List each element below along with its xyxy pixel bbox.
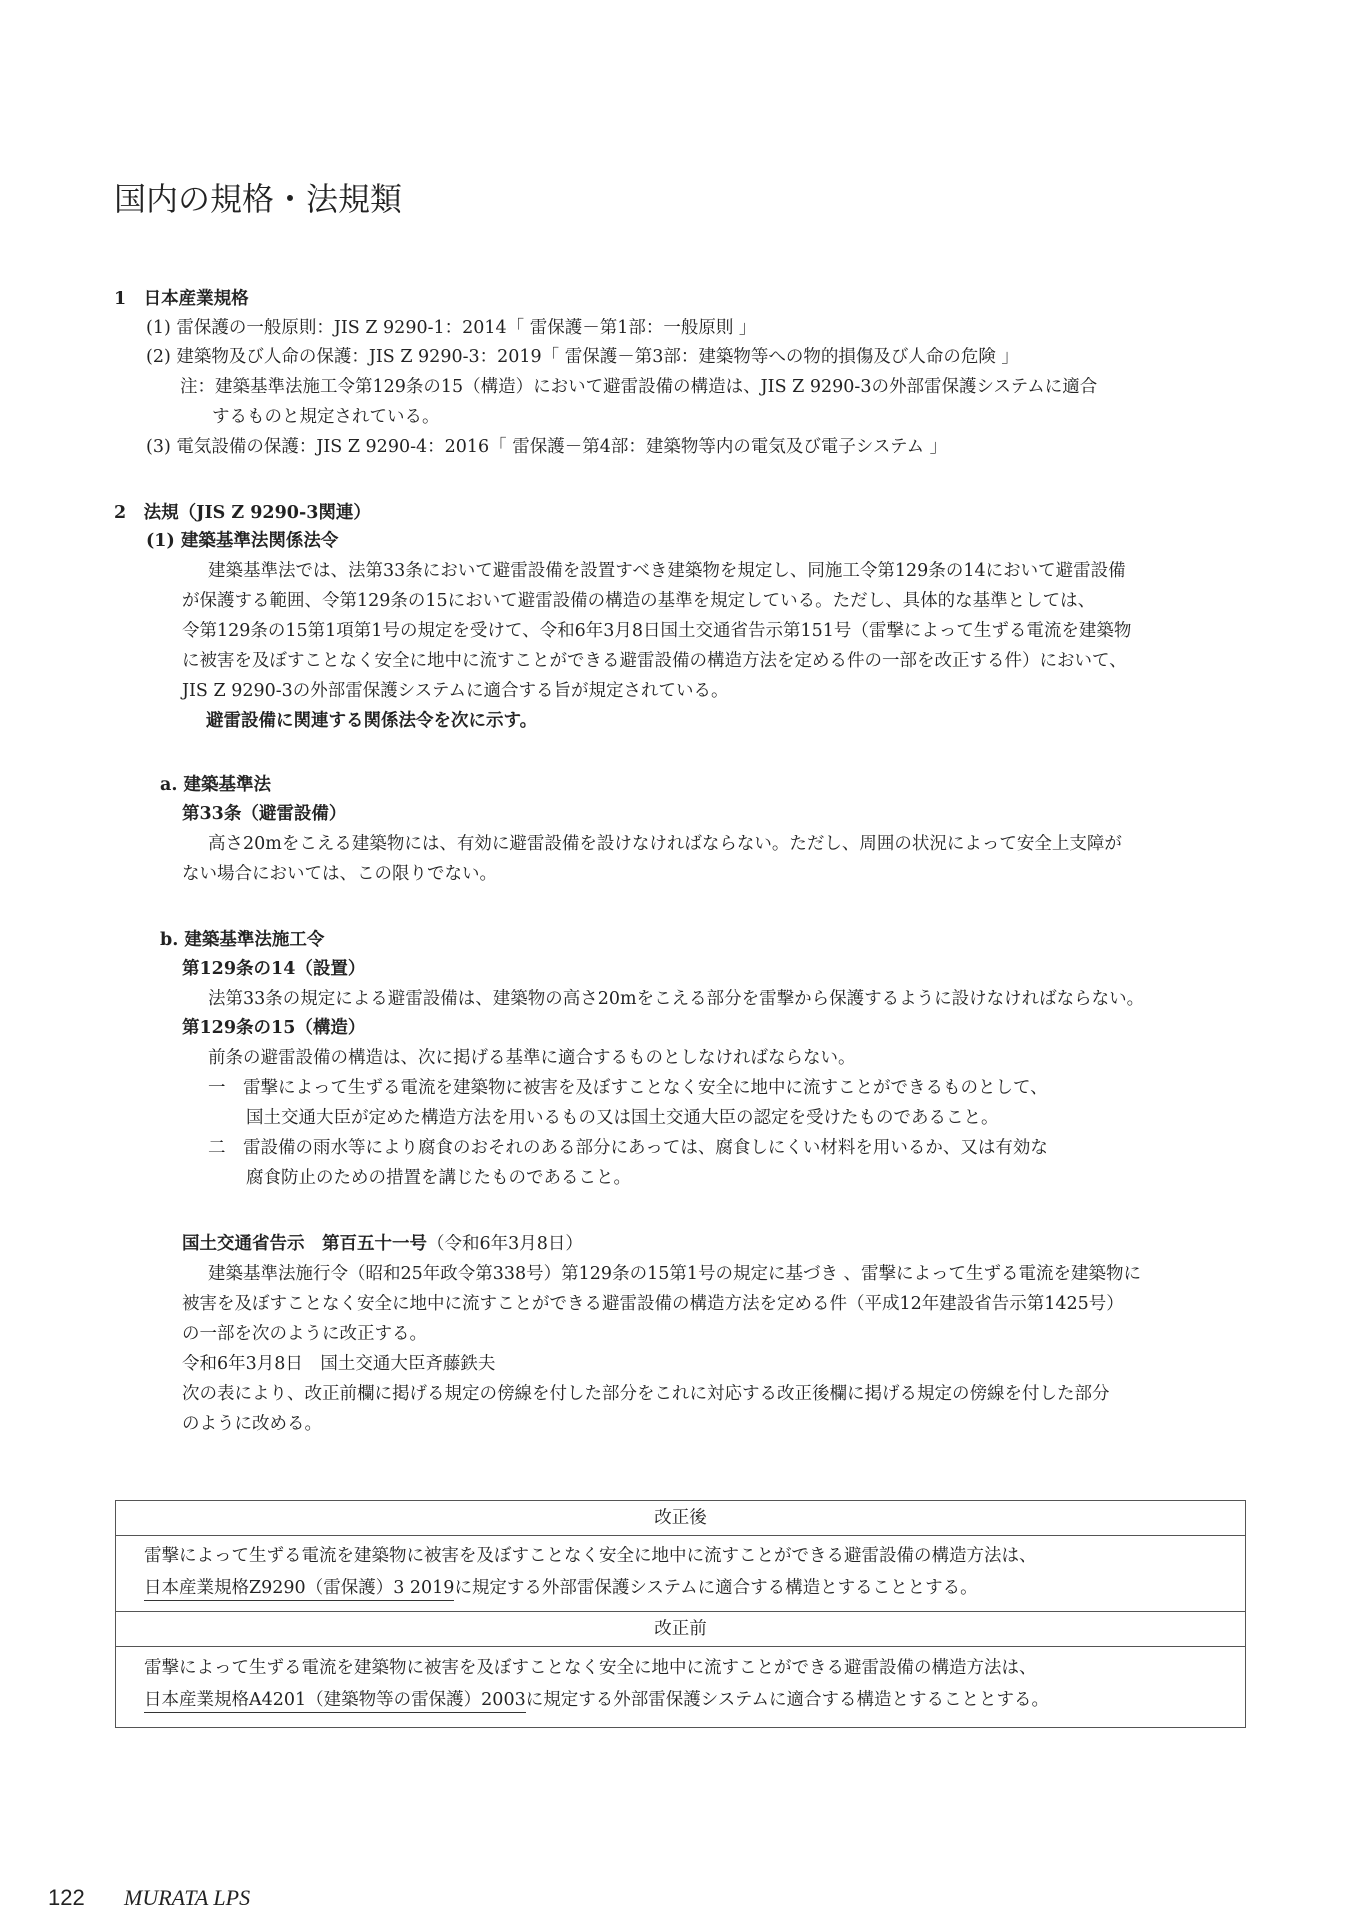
section2-para-line2: が保護する範囲、令第129条の15において避雷設備の構造の基準を規定している。ただし、具体的な基準としては、 (182, 591, 1096, 611)
law-b-article1: 第129条の14（設置） (182, 959, 366, 979)
law-b-article2-intro: 前条の避雷設備の構造は、次に掲げる基準に適合するものとしなければならない。 (208, 1048, 856, 1068)
notice-text-line3: の一部を次のように改正する。 (182, 1324, 427, 1344)
section2-para-line3: 令第129条の15第1項第1号の規定を受けて、令和6年3月8日国土交通省告示第151号（雷撃によって生ずる電流を建築物 (182, 621, 1132, 641)
table-before-line2 (144, 1687, 1049, 1713)
law-a-text-line1: 高さ20mをこえる建築物には、有効に避雷設備を設けなければならない。ただし、周囲の状況によって安全上支障が (208, 834, 1122, 854)
table-header-after: 改正後 (654, 1508, 707, 1528)
table-before-underlined: 日本産業規格A4201（建築物等の雷保護）2003 (144, 1690, 526, 1713)
notice-text-line4: 令和6年3月8日 国土交通大臣斉藤鉄夫 (182, 1354, 496, 1374)
notice-heading (182, 1231, 583, 1257)
table-before-rest: に規定する外部雷保護システムに適合する構造とすることとする。 (525, 1690, 1049, 1710)
law-b-heading: b. 建築基準法施工令 (160, 930, 325, 950)
law-b-article1-text: 法第33条の規定による避雷設備は、建築物の高さ20mをこえる部分を雷撃から保護するように設けなければならない。 (208, 989, 1145, 1009)
section1-item-3: (3) 電気設備の保護：JIS Z 9290-4：2016「 雷保護－第4部：建築物等内の電気及び電子システム 」 (146, 437, 948, 457)
section2-para-line4: に被害を及ぼすことなく安全に地中に流すことができる避雷設備の構造方法を定める件の一部を改正する件）において、 (182, 651, 1127, 671)
notice-text-line2: 被害を及ぼすことなく安全に地中に流すことができる避雷設備の構造方法を定める件（平成12年建設省告示第1425号） (182, 1294, 1124, 1314)
table-after-line2 (144, 1575, 978, 1601)
notice-heading-date: （令和6年3月8日） (427, 1234, 583, 1254)
law-a-article: 第33条（避雷設備） (182, 804, 347, 824)
section2-heading: 2 法規（JIS Z 9290-3関連） (114, 503, 371, 523)
section1-heading: 1 日本産業規格 (114, 289, 249, 309)
notice-text-line5: 次の表により、改正前欄に掲げる規定の傍線を付した部分をこれに対応する改正後欄に掲げる規定の傍線を付した部分 (182, 1384, 1110, 1404)
law-b-item2-line1: 二 雷設備の雨水等により腐食のおそれのある部分にあっては、腐食しにくい材料を用いるか、又は有効な (208, 1138, 1048, 1158)
law-b-item1-line1: 一 雷撃によって生ずる電流を建築物に被害を及ぼすことなく安全に地中に流すことができるものとして、 (208, 1078, 1048, 1098)
table-divider (116, 1646, 1245, 1647)
table-after-underlined: 日本産業規格Z9290（雷保護）3 2019 (144, 1578, 454, 1601)
footer-brand: MURATA LPS (124, 1885, 251, 1910)
page-number: 122 (48, 1885, 85, 1910)
table-before-line1: 雷撃によって生ずる電流を建築物に被害を及ぼすことなく安全に地中に流すことができる避雷設備の構造方法は、 (144, 1658, 1037, 1678)
law-b-item1-line2: 国土交通大臣が定めた構造方法を用いるもの又は国土交通大臣の認定を受けたものであること。 (246, 1108, 999, 1128)
table-header-before: 改正前 (654, 1619, 707, 1639)
amendment-table (115, 1500, 1246, 1728)
section2-para-line1: 建築基準法では、法第33条において避雷設備を設置すべき建築物を規定し、同施工令第129条の14において避雷設備 (208, 561, 1126, 581)
section2-emphasis: 避雷設備に関連する関係法令を次に示す。 (206, 711, 538, 731)
section1-item-2: (2) 建築物及び人命の保護：JIS Z 9290-3：2019「 雷保護－第3部：建築物等への物的損傷及び人命の危険 」 (146, 347, 1019, 367)
notice-text-line1: 建築基準法施行令（昭和25年政令第338号）第129条の15第1号の規定に基づき 、雷撃によって生ずる電流を建築物に (208, 1264, 1142, 1284)
table-after-line1: 雷撃によって生ずる電流を建築物に被害を及ぼすことなく安全に地中に流すことができる避雷設備の構造方法は、 (144, 1546, 1037, 1566)
law-a-heading: a. 建築基準法 (160, 775, 272, 795)
notice-heading-title: 国土交通省告示 第百五十一号 (182, 1234, 427, 1254)
section2-para-line5: JIS Z 9290-3の外部雷保護システムに適合する旨が規定されている。 (182, 681, 729, 701)
table-after-rest: に規定する外部雷保護システムに適合する構造とすることとする。 (454, 1578, 978, 1598)
section1-note-line2: するものと規定されている。 (212, 407, 440, 427)
section1-note-line1: 注：建築基準法施工令第129条の15（構造）において避雷設備の構造は、JIS Z 9290-3の外部雷保護システムに適合 (180, 377, 1098, 397)
notice-text-line6: のように改める。 (182, 1414, 322, 1434)
law-a-text-line2: ない場合においては、この限りでない。 (182, 864, 497, 884)
section1-item-1: (1) 雷保護の一般原則：JIS Z 9290-1：2014「 雷保護－第1部：一般原則 」 (146, 318, 757, 338)
law-b-item2-line2: 腐食防止のための措置を講じたものであること。 (246, 1168, 631, 1188)
table-divider (116, 1535, 1245, 1536)
section2-sub1-heading: (1) 建築基準法関係法令 (146, 531, 339, 551)
law-b-article2: 第129条の15（構造） (182, 1018, 366, 1038)
page-title: 国内の規格・法規類 (114, 180, 403, 218)
